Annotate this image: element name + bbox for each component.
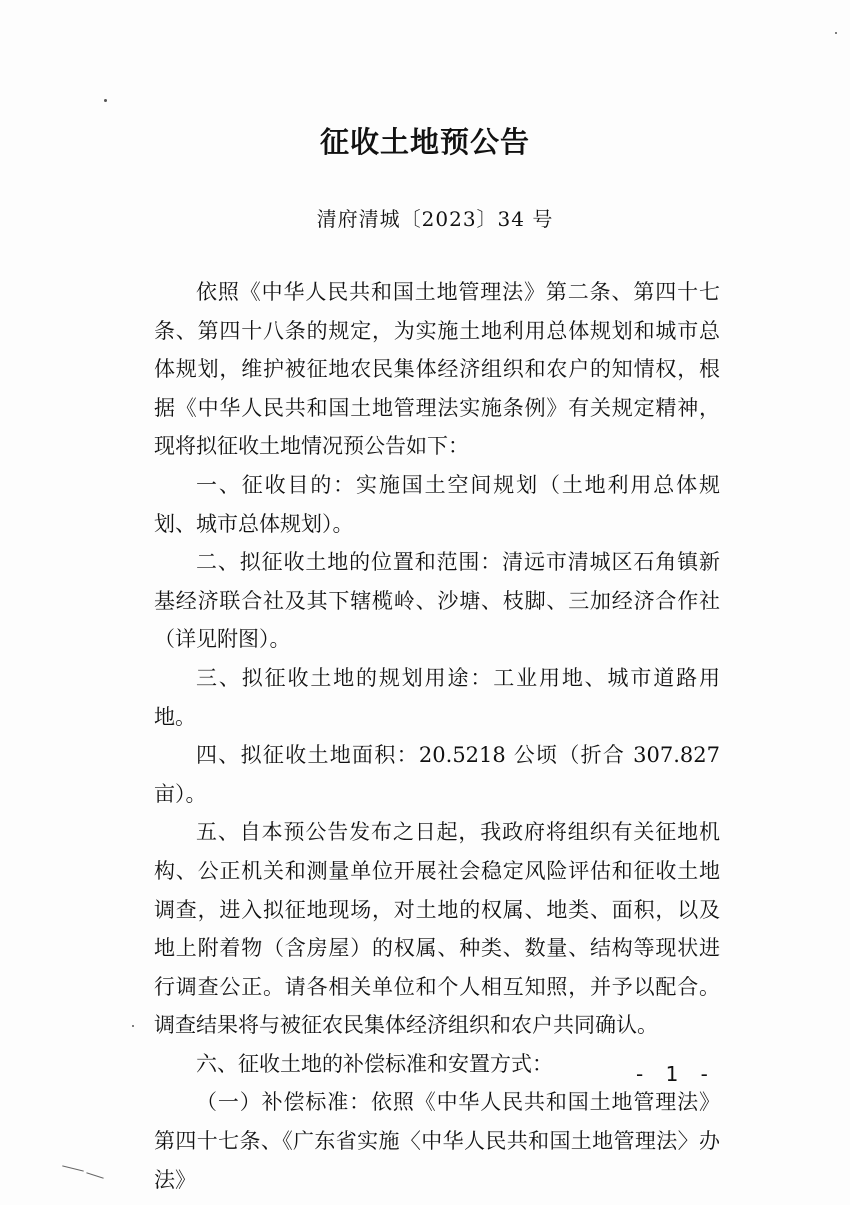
paragraph-area: 四、拟征收土地面积：20.5218 公顷（折合 307.827 亩）。 <box>154 743 720 806</box>
paragraph-purpose: 一、征收目的：实施国土空间规划（土地利用总体规划、城市总体规划）。 <box>154 472 720 536</box>
scan-scratch <box>86 1172 103 1179</box>
scan-speck <box>835 32 837 34</box>
page-number: - 1 - <box>636 1062 716 1086</box>
paragraph-compensation-standard: （一）补偿标准：依照《中华人民共和国土地管理法》第四十七条、《广东省实施〈中华人民共和国土地管理法〉办法》 <box>154 1090 720 1192</box>
paragraph-compensation-heading: 六、征收土地的补偿标准和安置方式： <box>196 1051 553 1076</box>
paragraph-survey: 五、自本预公告发布之日起，我政府将组织有关征地机构、公正机关和测量单位开展社会稳定风险评估和征收土地调查，进入拟征地现场，对土地的权属、地类、面积，以及地上附着物（含房屋）的权属、种类、数量、结构等现状进行调查公正。请各相关单位和个人相互知照，并予以配合。调查结果将与被征农民集体经济组织和农户共同确认。 <box>154 820 720 1038</box>
scan-scratch <box>62 1165 84 1171</box>
document-title: 征收土地预公告 <box>319 125 530 159</box>
paragraph-intro: 依照《中华人民共和国土地管理法》第二条、第四十七条、第四十八条的规定，为实施土地利用总体规划和城市总体规划，维护被征地农民集体经济组织和农户的知情权，根据《中华人民共和国土地管理法实施条例》有关规定精神，现将拟征收土地情况预公告如下： <box>154 280 720 459</box>
paragraph-land-use: 三、拟征收土地的规划用途：工业用地、城市道路用地。 <box>154 665 720 729</box>
scan-speck <box>132 1025 134 1027</box>
paragraph-location: 二、拟征收土地的位置和范围：清远市清城区石角镇新基经济联合社及其下辖榄岭、沙塘、枝脚、三加经济合作社（详见附图）。 <box>154 550 720 652</box>
document-body <box>154 273 720 1199</box>
scan-speck <box>104 99 107 102</box>
document-number: 清府清城〔2023〕34 号 <box>316 207 554 231</box>
